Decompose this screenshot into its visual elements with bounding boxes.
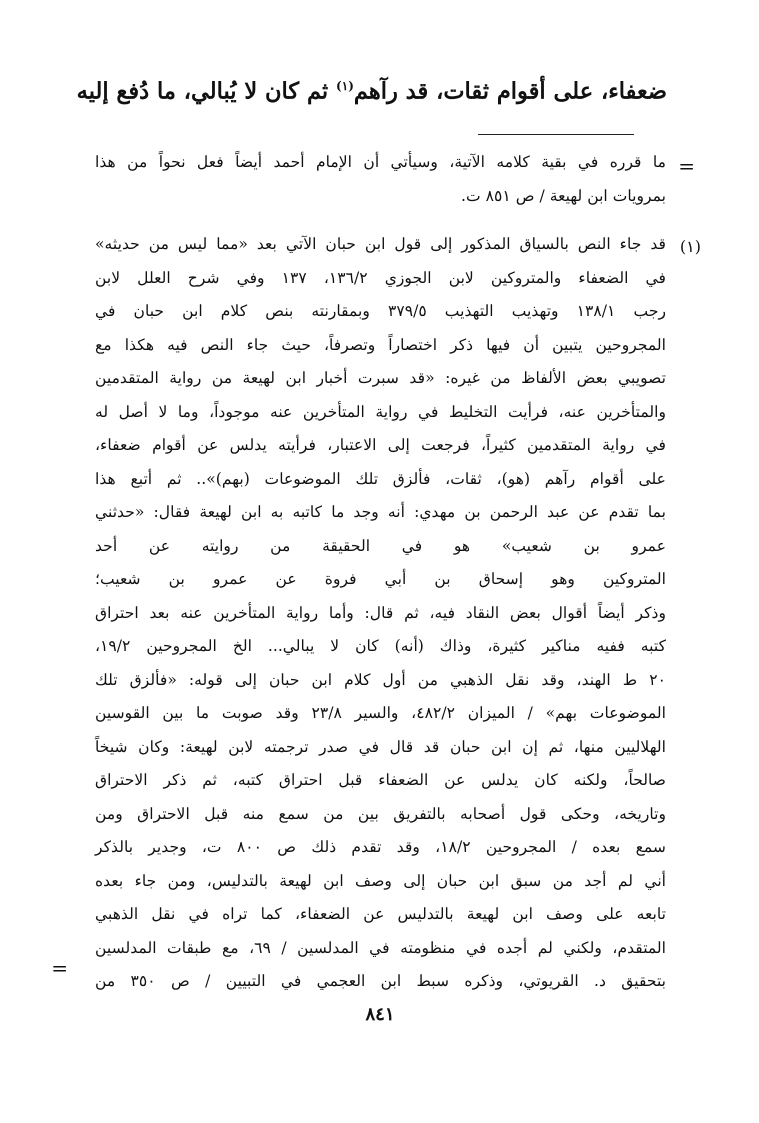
page-number: ٨٤١ bbox=[365, 1004, 395, 1025]
footnote-line: تصويبي بعض الألفاظ من غيره: «قد سبرت أخبار ابن لهيعة من رواية المتقدمين bbox=[95, 369, 666, 387]
continued-marker: = bbox=[51, 956, 68, 980]
footnote-continuation bbox=[95, 146, 666, 213]
footnote-line: وذكر أيضاً أقوال بعض النقاد فيه، ثم قال: وأما رواية المتأخرين عنه بعد احتراق bbox=[95, 603, 666, 622]
footnote-line: بمرويات ابن لهيعة / ص ٨٥١ ت. bbox=[461, 186, 666, 205]
footnote-line: المتقدم، ولكني لم أجده في منظومته في المدلسين / ٦٩، مع طبقات المدلسين bbox=[95, 938, 667, 957]
footnote-line: ٢٠ ط الهند، وقد نقل الذهبي من أول كلام ابن حبان إلى قوله: «فألزق تلك bbox=[95, 670, 666, 689]
footnote-line: أني لم أجد من سبق ابن حبان إلى وصف ابن لهيعة بالتدليس، ومن جاء بعده bbox=[95, 871, 666, 890]
footnote-line: الموضوعات بهم» / الميزان ٤٨٢/٢، والسير ٢٣/٨ وقد صوبت ما بين القوسين bbox=[95, 704, 666, 722]
footnote-line: رجب ١٣٨/١ وتهذيب التهذيب ٣٧٩/٥ وبمقارنته بنص كلام ابن حبان في bbox=[95, 302, 666, 320]
footnote-line: وتاريخه، وحكى قول أصحابه بالتفريق بين من سمع منه قبل الاحتراق ومن bbox=[95, 804, 666, 823]
main-text: ضعفاء، على أقوام ثقات، قد رآهم bbox=[353, 78, 667, 105]
footnote-line: سمع بعده / المجروحين ١٨/٢، وقد تقدم ذلك ص ٨٠٠ ت، وجدير بالذكر bbox=[95, 838, 666, 856]
footnote-number: (١) bbox=[679, 237, 701, 256]
footnote-line: تابعه على وصف ابن لهيعة بالتدليس عن الضعفاء، كما تراه في نقل الذهبي bbox=[95, 905, 666, 923]
footnote-line: عمرو بن شعيب» هو في الحقيقة من روايته عن أحد bbox=[95, 536, 666, 555]
footnote-line: في رواية المتقدمين كثيراً، فرجعت إلى الاعتبار، فرأيته يدلس عن أقوام ضعفاء، bbox=[95, 436, 666, 454]
footnote-line: في الضعفاء والمتروكين لابن الجوزي ١٣٦/٢، ١٣٧ وفي شرح العلل لابن bbox=[95, 268, 666, 287]
footnote-1 bbox=[95, 228, 666, 999]
main-text-line bbox=[76, 66, 667, 112]
footnote-line: كتبه ففيه مناكير كثيرة، وذاك (أنه) كان لا يبالي... الخ المجروحين ١٩/٢، bbox=[95, 637, 666, 655]
continuation-marker: = bbox=[678, 154, 695, 178]
footnote-reference: (١) bbox=[336, 79, 354, 93]
footnote-separator bbox=[478, 134, 634, 135]
footnote-line: بما تقدم عن عبد الرحمن بن مهدي: أنه وجد ما كاتبه به ابن لهيعة فقال: «حدثني bbox=[95, 503, 666, 521]
footnote-line: صالحاً، ولكنه كان يدلس عن الضعفاء قبل احتراق كتبه، ثم ذكر الاحتراق bbox=[95, 771, 666, 789]
footnote-line: على أقوام رآهم (هو)، ثقات، فألزق تلك الموضوعات (بهم)».. ثم أتبع هذا bbox=[95, 469, 666, 488]
footnote-line: والمتأخرين عنه، فرأيت التخليط في رواية المتأخرين عنه موجوداً، وما لا أصل له bbox=[95, 402, 666, 421]
footnote-line: بتحقيق د. القريوتي، وذكره سبط ابن العجمي في التبيين / ص ٣٥٠ من bbox=[95, 972, 666, 990]
main-text-after: ثم كان لا يُبالي، ما دُفع إليه bbox=[76, 78, 329, 105]
footnote-line: المجروحين يتبين أن فيها ذكر اختصاراً وتصرفاً، حيث جاء النص فيه هكذا مع bbox=[95, 335, 666, 354]
footnote-line: المتروكين وهو إسحاق بن أبي فروة عن عمرو بن شعيب؛ bbox=[95, 570, 666, 588]
footnote-line: ما قرره في بقية كلامه الآتية، وسيأتي أن الإمام أحمد أيضاً فعل نحواً من هذا bbox=[95, 153, 666, 171]
footnote-line: الهلاليين منها، ثم إن ابن حبان قد قال في صدر ترجمته لابن لهيعة: وكان شيخاً bbox=[95, 737, 666, 756]
footnote-line: قد جاء النص بالسياق المذكور إلى قول ابن حبان الآتي بعد «مما ليس من حديثه» bbox=[95, 235, 666, 253]
